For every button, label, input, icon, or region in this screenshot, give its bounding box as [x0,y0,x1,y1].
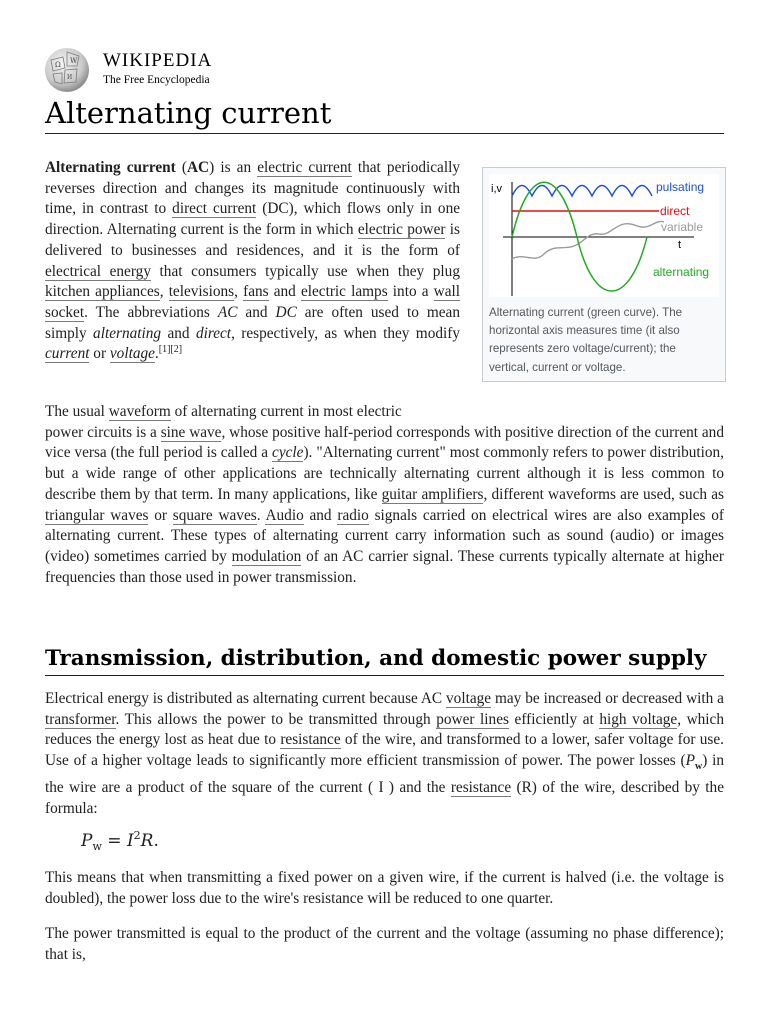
pulsating-label: pulsating [656,180,705,194]
formula-r: R [140,831,154,851]
variable-line [512,221,664,259]
axis-x-label: t [678,239,682,251]
formula-eq: = [101,831,127,851]
quarter-loss-paragraph: This means that when transmitting a fixed power on a given wire, if the current is halved (i.e. the voltage is doubled), the power loss due to the wire's resistance will be reduced to one quarter. [45,869,724,907]
power-product-paragraph: The power transmitted is equal to the product of the current and the voltage (assuming no phase difference); that is, [45,925,724,963]
svg-text:Ω: Ω [55,61,61,69]
alternating-label: alternating [653,265,710,279]
section-heading-transmission: Transmission, distribution, and domestic power supply [45,643,724,676]
site-tagline: The Free Encyclopedia [103,74,210,86]
power-loss-formula [81,829,159,853]
variable-label: variable [661,220,704,234]
site-wordmark: WIKIPEDIA [103,50,213,71]
figure-caption: Alternating current (green curve). The horizontal axis measures time (it also represents zero voltage/current); the vertical, current or voltage. [489,306,683,374]
waveform-chart [489,174,719,297]
ac-waveform-diagram[interactable] [489,174,719,297]
svg-text:W: W [70,57,78,65]
axis-y-label: i,v [491,183,502,195]
infobox-figure [482,167,726,382]
puzzle-globe-icon [43,46,91,94]
formula-i: I [126,831,134,851]
direct-label: direct [660,204,690,218]
page-title: Alternating current [45,93,724,134]
svg-text:И: И [67,74,73,81]
formula-end: . [153,831,159,851]
transmission-paragraph: Electrical energy is distributed as alternating current because AC voltage may be increased or decreased with a transformer. This allows the power to be transmitted through power lines efficiently at high voltage, which reduces the energy lost as heat due to resistance of the wire, and transformed to a lower, safer voltage for use. Use of a higher voltage leads to significantly more efficient transmission of power. The power losses $(P_w)$ in the wire are a product of the square of the current ( I ) and the resistance (R) of the wire, described by the formula: [45,690,724,817]
lead-paragraph: Alternating current (AC) is an electric current that periodically reverses direction and changes its magnitude continuously with time, in contrast to direct current (DC), which flows only in one direction. Alternating current is the form in which electric power is delivered to businesses and residences, and it is the form of electrical energy that consumers typically use when they plug kitchen appliances, televisions, fans and electric lamps into a wall socket. The abbreviations AC and DC are often used to mean simply alternating and direct, respectively, as when they modify current or voltage.[1][2] [45,159,461,363]
formula-w: w [92,840,102,853]
waveform-paragraph: The usual waveform of alternating current in most electric power circuits is a sine wave, whose positive half-period corresponds with positive direction of the current and vice versa (the full period is called a cycle). "Alternating current" most commonly refers to power distribution, but a wide range of other applications are technically alternating current although it is less common to describe them by that term. In many applications, like guitar amplifiers, different waveforms are used, such as triangular waves or square waves. Audio and radio signals carried on electrical wires are also examples of alternating current. These types of alternating current carry information such as sound (audio) or images (video) sometimes carried by modulation of an AC carrier signal. These currents typically alternate at higher frequencies than those used in power transmission. [45,403,724,586]
formula-exp: 2 [133,829,141,842]
formula-p: P [81,831,93,851]
